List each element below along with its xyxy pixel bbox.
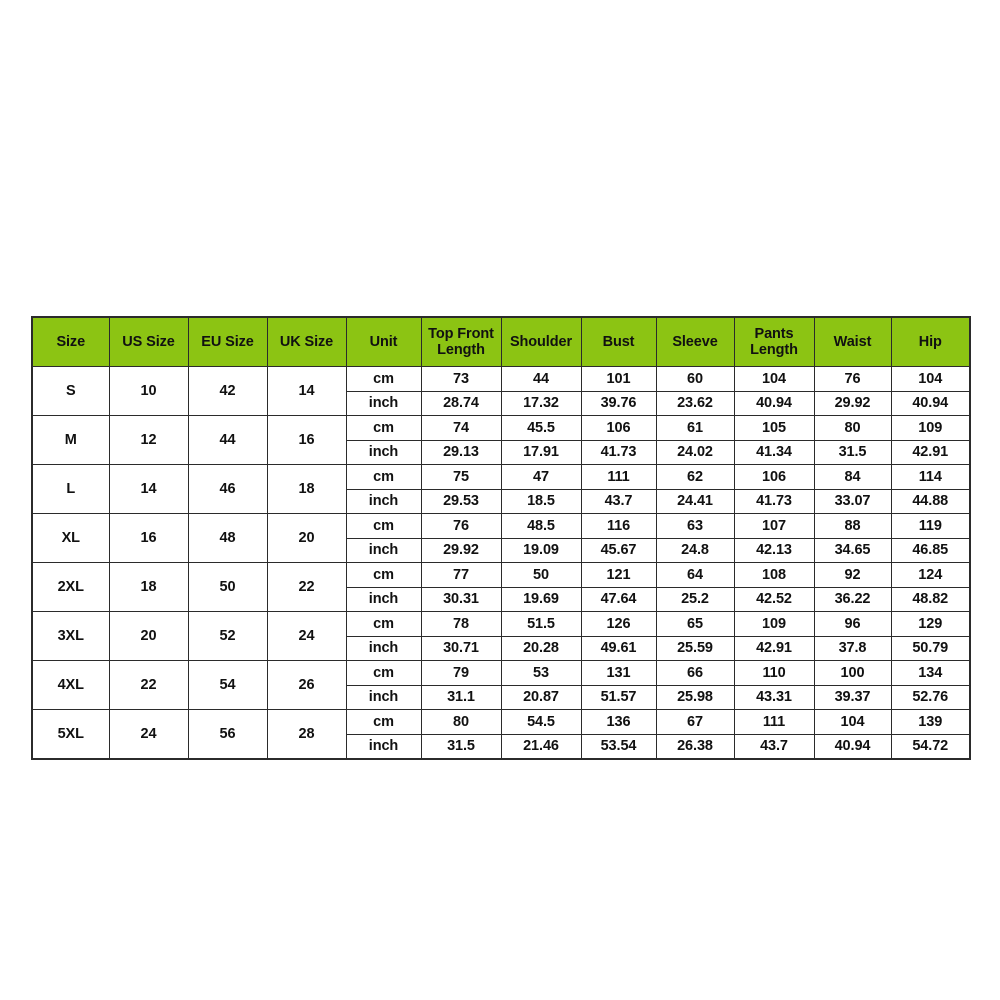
pants-length-value: 42.13 xyxy=(734,538,814,563)
shoulder-value: 50 xyxy=(501,563,581,588)
hip-value: 54.72 xyxy=(891,734,970,759)
hip-value: 114 xyxy=(891,465,970,490)
uk-size-value: 18 xyxy=(267,465,346,514)
bust-value: 126 xyxy=(581,612,656,637)
pants-length-value: 43.31 xyxy=(734,685,814,710)
top-front-length-value: 31.5 xyxy=(421,734,501,759)
shoulder-value: 53 xyxy=(501,661,581,686)
column-header-pants-length: Pants Length xyxy=(734,317,814,367)
shoulder-value: 18.5 xyxy=(501,489,581,514)
sleeve-value: 66 xyxy=(656,661,734,686)
pants-length-value: 108 xyxy=(734,563,814,588)
unit-cell: cm xyxy=(346,416,421,441)
waist-value: 80 xyxy=(814,416,891,441)
bust-value: 47.64 xyxy=(581,587,656,612)
waist-value: 88 xyxy=(814,514,891,539)
waist-value: 39.37 xyxy=(814,685,891,710)
size-label: 5XL xyxy=(32,710,109,760)
size-label: 4XL xyxy=(32,661,109,710)
eu-size-value: 54 xyxy=(188,661,267,710)
us-size-value: 12 xyxy=(109,416,188,465)
unit-cell: inch xyxy=(346,489,421,514)
column-header-unit: Unit xyxy=(346,317,421,367)
hip-value: 44.88 xyxy=(891,489,970,514)
bust-value: 111 xyxy=(581,465,656,490)
bust-value: 51.57 xyxy=(581,685,656,710)
hip-value: 52.76 xyxy=(891,685,970,710)
shoulder-value: 51.5 xyxy=(501,612,581,637)
hip-value: 129 xyxy=(891,612,970,637)
size-label: M xyxy=(32,416,109,465)
pants-length-value: 104 xyxy=(734,367,814,392)
pants-length-value: 105 xyxy=(734,416,814,441)
hip-value: 119 xyxy=(891,514,970,539)
size-label: L xyxy=(32,465,109,514)
eu-size-value: 52 xyxy=(188,612,267,661)
top-front-length-value: 76 xyxy=(421,514,501,539)
pants-length-value: 111 xyxy=(734,710,814,735)
us-size-value: 18 xyxy=(109,563,188,612)
column-header-eu-size: EU Size xyxy=(188,317,267,367)
shoulder-value: 19.09 xyxy=(501,538,581,563)
top-front-length-value: 77 xyxy=(421,563,501,588)
shoulder-value: 20.28 xyxy=(501,636,581,661)
us-size-value: 16 xyxy=(109,514,188,563)
sleeve-value: 65 xyxy=(656,612,734,637)
waist-value: 76 xyxy=(814,367,891,392)
unit-cell: inch xyxy=(346,440,421,465)
size-chart-body xyxy=(32,367,970,760)
top-front-length-value: 30.71 xyxy=(421,636,501,661)
shoulder-value: 19.69 xyxy=(501,587,581,612)
bust-value: 136 xyxy=(581,710,656,735)
top-front-length-value: 74 xyxy=(421,416,501,441)
unit-cell: cm xyxy=(346,514,421,539)
bust-value: 53.54 xyxy=(581,734,656,759)
shoulder-value: 17.91 xyxy=(501,440,581,465)
top-front-length-value: 29.53 xyxy=(421,489,501,514)
unit-cell: cm xyxy=(346,661,421,686)
sleeve-value: 63 xyxy=(656,514,734,539)
us-size-value: 14 xyxy=(109,465,188,514)
shoulder-value: 45.5 xyxy=(501,416,581,441)
column-header-hip: Hip xyxy=(891,317,970,367)
top-front-length-value: 29.92 xyxy=(421,538,501,563)
unit-cell: inch xyxy=(346,538,421,563)
hip-value: 40.94 xyxy=(891,391,970,416)
shoulder-value: 47 xyxy=(501,465,581,490)
table-row xyxy=(32,514,970,539)
bust-value: 106 xyxy=(581,416,656,441)
column-header-sleeve: Sleeve xyxy=(656,317,734,367)
sleeve-value: 24.02 xyxy=(656,440,734,465)
table-row xyxy=(32,416,970,441)
pants-length-value: 107 xyxy=(734,514,814,539)
shoulder-value: 44 xyxy=(501,367,581,392)
column-header-size: Size xyxy=(32,317,109,367)
waist-value: 31.5 xyxy=(814,440,891,465)
column-header-top-front-length: Top Front Length xyxy=(421,317,501,367)
sleeve-value: 25.98 xyxy=(656,685,734,710)
unit-cell: inch xyxy=(346,636,421,661)
hip-value: 48.82 xyxy=(891,587,970,612)
size-chart-header xyxy=(32,317,970,367)
table-row xyxy=(32,563,970,588)
hip-value: 139 xyxy=(891,710,970,735)
sleeve-value: 24.41 xyxy=(656,489,734,514)
table-row xyxy=(32,465,970,490)
pants-length-value: 40.94 xyxy=(734,391,814,416)
waist-value: 36.22 xyxy=(814,587,891,612)
sleeve-value: 24.8 xyxy=(656,538,734,563)
top-front-length-value: 28.74 xyxy=(421,391,501,416)
size-label: 3XL xyxy=(32,612,109,661)
unit-cell: inch xyxy=(346,391,421,416)
pants-length-value: 109 xyxy=(734,612,814,637)
table-row xyxy=(32,367,970,392)
eu-size-value: 42 xyxy=(188,367,267,416)
unit-cell: inch xyxy=(346,587,421,612)
unit-cell: cm xyxy=(346,710,421,735)
pants-length-value: 42.52 xyxy=(734,587,814,612)
hip-value: 42.91 xyxy=(891,440,970,465)
hip-value: 104 xyxy=(891,367,970,392)
table-row xyxy=(32,661,970,686)
pants-length-value: 41.34 xyxy=(734,440,814,465)
hip-value: 134 xyxy=(891,661,970,686)
hip-value: 124 xyxy=(891,563,970,588)
hip-value: 50.79 xyxy=(891,636,970,661)
column-header-us-size: US Size xyxy=(109,317,188,367)
top-front-length-value: 80 xyxy=(421,710,501,735)
waist-value: 100 xyxy=(814,661,891,686)
eu-size-value: 44 xyxy=(188,416,267,465)
shoulder-value: 17.32 xyxy=(501,391,581,416)
table-row xyxy=(32,710,970,735)
sleeve-value: 23.62 xyxy=(656,391,734,416)
us-size-value: 24 xyxy=(109,710,188,760)
shoulder-value: 48.5 xyxy=(501,514,581,539)
us-size-value: 10 xyxy=(109,367,188,416)
header-row xyxy=(32,317,970,367)
uk-size-value: 26 xyxy=(267,661,346,710)
table-row xyxy=(32,612,970,637)
bust-value: 121 xyxy=(581,563,656,588)
bust-value: 131 xyxy=(581,661,656,686)
column-header-shoulder: Shoulder xyxy=(501,317,581,367)
uk-size-value: 16 xyxy=(267,416,346,465)
unit-cell: inch xyxy=(346,685,421,710)
eu-size-value: 46 xyxy=(188,465,267,514)
waist-value: 84 xyxy=(814,465,891,490)
size-label: S xyxy=(32,367,109,416)
size-chart-table xyxy=(31,316,971,760)
sleeve-value: 64 xyxy=(656,563,734,588)
waist-value: 33.07 xyxy=(814,489,891,514)
sleeve-value: 25.59 xyxy=(656,636,734,661)
unit-cell: cm xyxy=(346,612,421,637)
column-header-uk-size: UK Size xyxy=(267,317,346,367)
bust-value: 41.73 xyxy=(581,440,656,465)
us-size-value: 22 xyxy=(109,661,188,710)
pants-length-value: 41.73 xyxy=(734,489,814,514)
waist-value: 92 xyxy=(814,563,891,588)
top-front-length-value: 78 xyxy=(421,612,501,637)
size-chart-container xyxy=(31,316,969,760)
pants-length-value: 106 xyxy=(734,465,814,490)
unit-cell: inch xyxy=(346,734,421,759)
sleeve-value: 26.38 xyxy=(656,734,734,759)
sleeve-value: 25.2 xyxy=(656,587,734,612)
eu-size-value: 56 xyxy=(188,710,267,760)
top-front-length-value: 31.1 xyxy=(421,685,501,710)
bust-value: 116 xyxy=(581,514,656,539)
top-front-length-value: 73 xyxy=(421,367,501,392)
unit-cell: cm xyxy=(346,367,421,392)
top-front-length-value: 29.13 xyxy=(421,440,501,465)
column-header-bust: Bust xyxy=(581,317,656,367)
top-front-length-value: 75 xyxy=(421,465,501,490)
us-size-value: 20 xyxy=(109,612,188,661)
sleeve-value: 67 xyxy=(656,710,734,735)
shoulder-value: 54.5 xyxy=(501,710,581,735)
waist-value: 96 xyxy=(814,612,891,637)
waist-value: 29.92 xyxy=(814,391,891,416)
sleeve-value: 62 xyxy=(656,465,734,490)
size-label: XL xyxy=(32,514,109,563)
sleeve-value: 60 xyxy=(656,367,734,392)
eu-size-value: 48 xyxy=(188,514,267,563)
column-header-waist: Waist xyxy=(814,317,891,367)
bust-value: 43.7 xyxy=(581,489,656,514)
waist-value: 37.8 xyxy=(814,636,891,661)
uk-size-value: 20 xyxy=(267,514,346,563)
waist-value: 104 xyxy=(814,710,891,735)
pants-length-value: 110 xyxy=(734,661,814,686)
size-label: 2XL xyxy=(32,563,109,612)
top-front-length-value: 79 xyxy=(421,661,501,686)
top-front-length-value: 30.31 xyxy=(421,587,501,612)
pants-length-value: 43.7 xyxy=(734,734,814,759)
hip-value: 46.85 xyxy=(891,538,970,563)
eu-size-value: 50 xyxy=(188,563,267,612)
shoulder-value: 20.87 xyxy=(501,685,581,710)
sleeve-value: 61 xyxy=(656,416,734,441)
uk-size-value: 14 xyxy=(267,367,346,416)
pants-length-value: 42.91 xyxy=(734,636,814,661)
hip-value: 109 xyxy=(891,416,970,441)
uk-size-value: 22 xyxy=(267,563,346,612)
unit-cell: cm xyxy=(346,563,421,588)
bust-value: 49.61 xyxy=(581,636,656,661)
waist-value: 34.65 xyxy=(814,538,891,563)
bust-value: 39.76 xyxy=(581,391,656,416)
bust-value: 45.67 xyxy=(581,538,656,563)
unit-cell: cm xyxy=(346,465,421,490)
bust-value: 101 xyxy=(581,367,656,392)
shoulder-value: 21.46 xyxy=(501,734,581,759)
uk-size-value: 28 xyxy=(267,710,346,760)
uk-size-value: 24 xyxy=(267,612,346,661)
waist-value: 40.94 xyxy=(814,734,891,759)
